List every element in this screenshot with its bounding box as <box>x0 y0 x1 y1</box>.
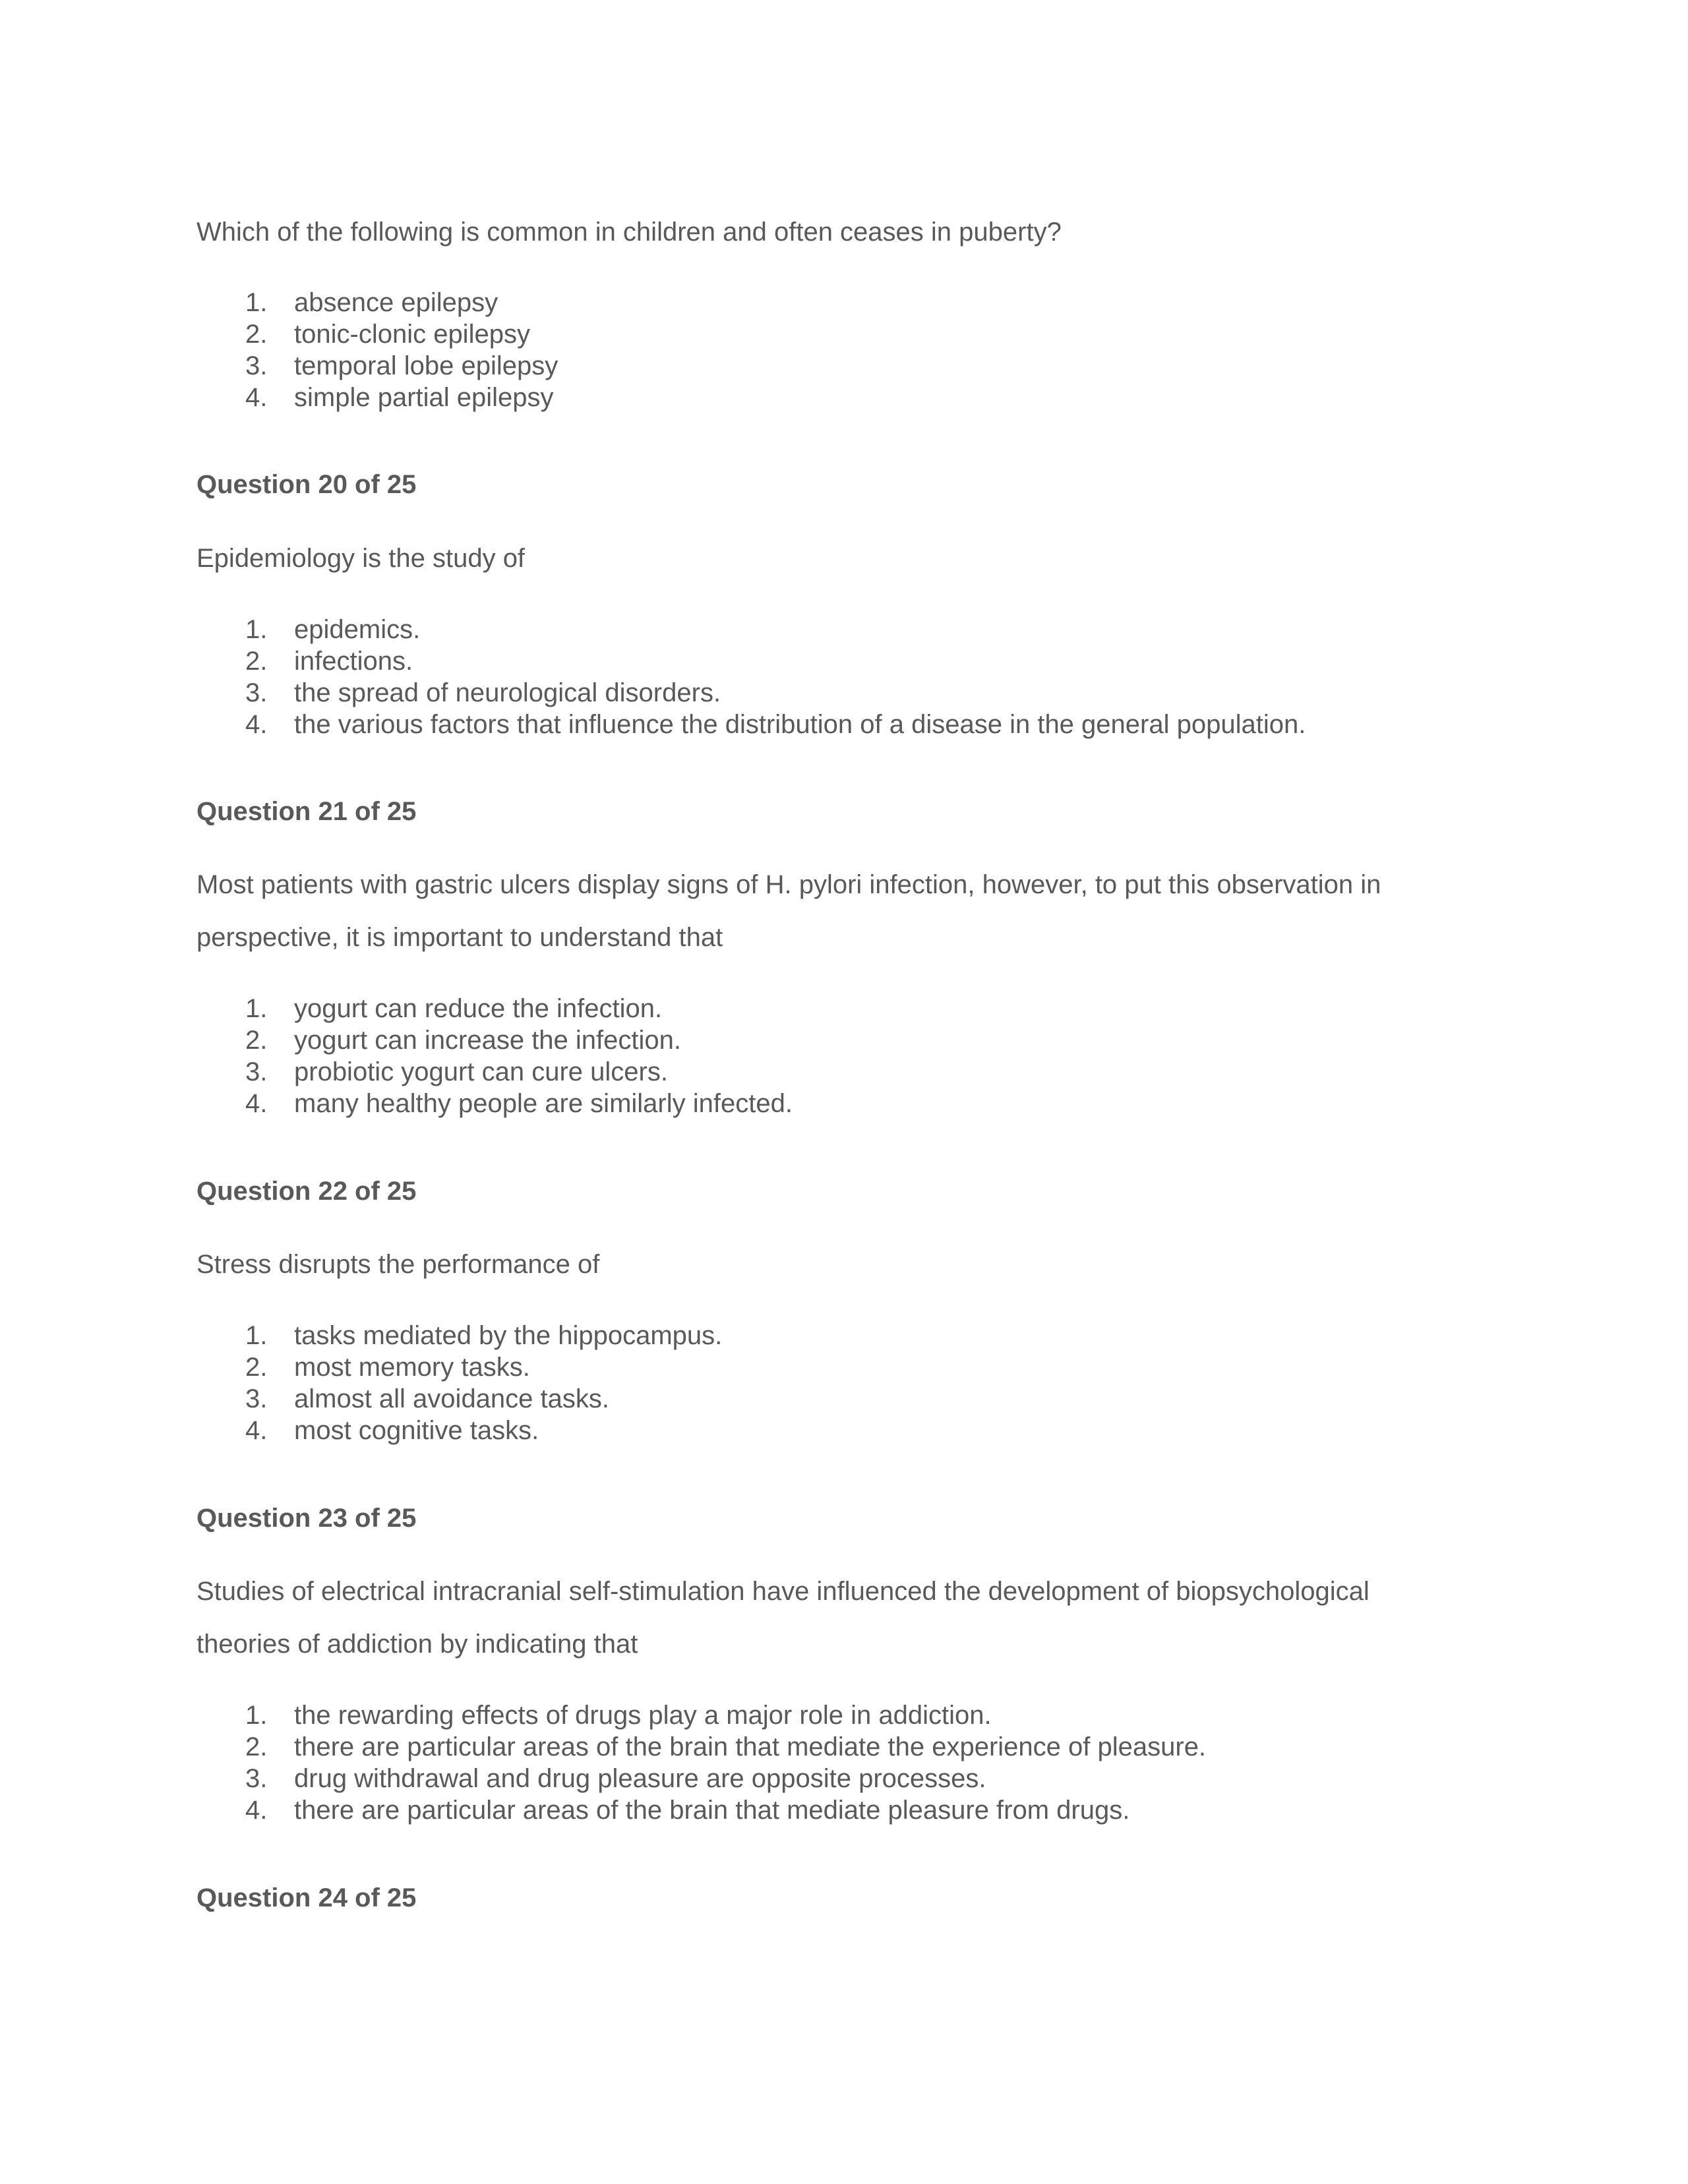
option-number: 4. <box>245 1796 268 1825</box>
option-text: temporal lobe epilepsy <box>294 351 558 380</box>
question-heading: Question 24 of 25 <box>196 1883 417 1912</box>
option-text: the spread of neurological disorders. <box>294 678 721 707</box>
option-number: 3. <box>245 1384 268 1413</box>
option-text: almost all avoidance tasks. <box>294 1384 610 1413</box>
option-text: the rewarding effects of drugs play a major role in addiction. <box>294 1701 992 1730</box>
option-number: 4. <box>245 383 268 412</box>
option-number: 3. <box>245 1057 268 1086</box>
option-number: 2. <box>245 1026 268 1055</box>
option-text: there are particular areas of the brain that mediate the experience of pleasure. <box>294 1732 1207 1761</box>
option-number: 2. <box>245 1732 268 1761</box>
option-text: yogurt can increase the infection. <box>294 1026 682 1055</box>
option-text: most cognitive tasks. <box>294 1416 539 1445</box>
option-number: 4. <box>245 1089 268 1118</box>
option-number: 2. <box>245 320 268 349</box>
option-number: 3. <box>245 678 268 707</box>
question-heading: Question 20 of 25 <box>196 470 417 499</box>
option-number: 2. <box>245 1353 268 1382</box>
option-text: yogurt can reduce the infection. <box>294 994 663 1023</box>
option-text: tasks mediated by the hippocampus. <box>294 1321 723 1350</box>
option-text: there are particular areas of the brain that mediate pleasure from drugs. <box>294 1796 1130 1825</box>
question-prompt: Which of the following is common in children and often ceases in puberty? <box>196 218 1062 247</box>
option-number: 1. <box>245 615 268 644</box>
option-text: tonic-clonic epilepsy <box>294 320 530 349</box>
option-text: infections. <box>294 647 413 676</box>
option-text: absence epilepsy <box>294 288 498 317</box>
option-number: 1. <box>245 994 268 1023</box>
option-number: 2. <box>245 647 268 676</box>
option-text: epidemics. <box>294 615 421 644</box>
option-number: 3. <box>245 1764 268 1793</box>
option-text: many healthy people are similarly infected. <box>294 1089 793 1118</box>
option-number: 4. <box>245 1416 268 1445</box>
question-heading: Question 23 of 25 <box>196 1504 417 1533</box>
question-prompt-line: perspective, it is important to understand that <box>196 923 723 952</box>
option-number: 4. <box>245 710 268 739</box>
option-number: 3. <box>245 351 268 380</box>
option-text: the various factors that influence the distribution of a disease in the general population. <box>294 710 1306 739</box>
option-number: 1. <box>245 1321 268 1350</box>
question-prompt: Epidemiology is the study of <box>196 544 526 573</box>
option-text: simple partial epilepsy <box>294 383 554 412</box>
question-heading: Question 22 of 25 <box>196 1177 417 1206</box>
option-text: most memory tasks. <box>294 1353 530 1382</box>
option-number: 1. <box>245 1701 268 1730</box>
question-prompt: Stress disrupts the performance of <box>196 1250 600 1279</box>
option-number: 1. <box>245 288 268 317</box>
question-prompt-line: Studies of electrical intracranial self-stimulation have influenced the development of biopsychological <box>196 1577 1370 1606</box>
option-text: probiotic yogurt can cure ulcers. <box>294 1057 668 1086</box>
question-prompt-line: theories of addiction by indicating that <box>196 1630 638 1659</box>
question-prompt-line: Most patients with gastric ulcers display signs of H. pylori infection, however, to put this observation in <box>196 870 1381 899</box>
question-heading: Question 21 of 25 <box>196 797 417 826</box>
option-text: drug withdrawal and drug pleasure are opposite processes. <box>294 1764 986 1793</box>
